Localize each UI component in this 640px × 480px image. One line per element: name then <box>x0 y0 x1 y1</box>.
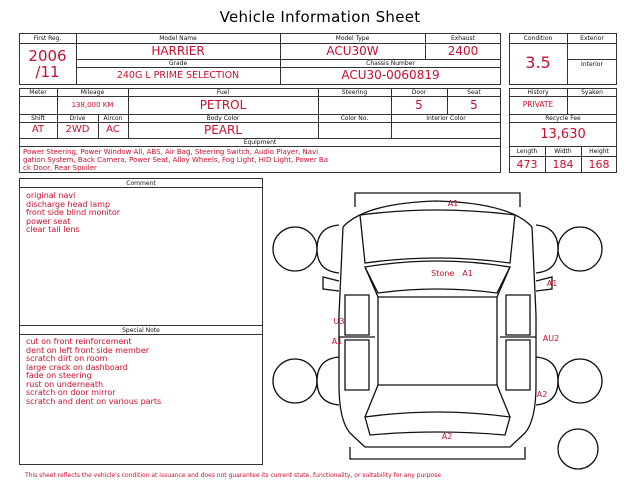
mileage-label: Mileage <box>80 89 105 96</box>
chassis-label: Chassis Number <box>366 60 415 67</box>
left-mirror <box>323 277 339 291</box>
wheel-right-front <box>558 227 602 271</box>
front-bumper <box>355 193 520 207</box>
grade-label: Grade <box>168 60 188 67</box>
shift-value: AT <box>31 124 45 135</box>
meter-label: Meter <box>29 89 47 96</box>
list-item: dent on left front side member <box>26 345 150 355</box>
mark-windshield: Stone A1 <box>431 269 473 278</box>
model-name-label: Model Name <box>159 35 197 42</box>
equipment-label: Equipment <box>243 139 277 146</box>
syaken-label: Syaken <box>581 89 603 96</box>
first-reg-year: 2006 <box>28 47 67 65</box>
history-label: History <box>527 89 549 96</box>
mark-right-front: A1 <box>546 279 558 288</box>
first-reg-month: /11 <box>35 63 60 81</box>
exhaust-label: Exhaust <box>450 35 476 42</box>
list-item: discharge head lamp <box>26 199 111 209</box>
color-no-label: Color No. <box>340 115 369 122</box>
hood-outline <box>360 210 515 263</box>
body-color-value: PEARL <box>203 123 243 137</box>
list-item: front side blind monitor <box>26 208 121 217</box>
rear-bumper <box>350 447 525 459</box>
condition-label: Condition <box>523 35 553 42</box>
footer-note: This sheet reflects the vehicle's condition at issuance and does not guarantee its current state, functionality, or suitability for any purpose <box>25 472 442 479</box>
seat-label: Seat <box>467 89 481 96</box>
page-title: Vehicle Information Sheet <box>219 8 421 26</box>
special-note-label: Special Note <box>122 327 160 334</box>
shift-label: Shift <box>31 115 45 122</box>
mark-front: A1 <box>447 199 459 208</box>
seat-value: 5 <box>470 98 478 112</box>
comment-label: Comment <box>126 180 156 187</box>
mark-right-rear: AU2 <box>542 334 560 343</box>
spare-wheel <box>558 429 598 469</box>
aircon-value: AC <box>106 124 120 135</box>
recycle-fee-label: Recycle Fee <box>545 115 581 122</box>
width-label: Width <box>554 148 572 155</box>
model-type: ACU30W <box>326 44 379 58</box>
equipment-line: Power Steering, Power Window All, ABS, Air Bag, Steering Switch, Audio Player, Navi <box>23 148 319 156</box>
list-item: power seat <box>26 216 71 226</box>
wheel-left-rear <box>273 359 317 403</box>
wheel-left-front <box>273 227 317 271</box>
exterior-label: Exterior <box>580 35 604 42</box>
aircon-label: Aircon <box>103 115 123 122</box>
model-name: HARRIER <box>151 44 205 58</box>
mark-left-front-top: U3 <box>333 317 345 326</box>
grade-value: 240G L PRIME SELECTION <box>116 70 240 81</box>
list-item: scratch and dent on various parts <box>26 396 162 406</box>
door-label: Door <box>411 89 427 96</box>
length-value: 473 <box>516 158 538 171</box>
fuel-label: Fuel <box>216 89 230 96</box>
mark-left-front: A1 <box>331 337 343 346</box>
list-item: rust on underneath <box>26 379 104 389</box>
body-color-label: Body Color <box>206 115 240 122</box>
list-item: cut on front reinforcement <box>26 337 132 346</box>
interior-label: Interior <box>581 61 603 68</box>
drive-value: 2WD <box>65 124 90 135</box>
list-item: scratch dirt on room <box>26 354 108 363</box>
equipment-line: gation System, Back Camera, Power Seat, Alloy Wheels, Fog Light, HID Light, Power Ba <box>23 156 329 164</box>
height-label: Height <box>589 148 609 155</box>
list-item: scratch on door mirror <box>26 388 116 397</box>
interior-color-label: Interior Color <box>426 115 466 122</box>
car-damage-diagram <box>265 185 610 475</box>
door-value: 5 <box>415 98 423 112</box>
steering-label: Steering <box>341 89 368 96</box>
rear-window-outline <box>365 412 510 435</box>
comment-list <box>26 192 120 235</box>
condition-score: 3.5 <box>525 53 551 72</box>
equipment-line: ck Door, Rear Spoiler <box>23 164 97 172</box>
exhaust-value: 2400 <box>447 44 479 58</box>
history-value: PRIVATE <box>522 100 554 109</box>
list-item: large crack on dashboard <box>26 362 128 372</box>
recycle-fee-value: 13,630 <box>540 127 586 142</box>
fuel-value: PETROL <box>199 98 247 112</box>
list-item: clear tail lens <box>26 225 80 234</box>
roof-outline <box>378 297 497 385</box>
mileage-value: 138,000 KM <box>71 101 114 109</box>
drive-label: Drive <box>69 115 86 122</box>
first-reg-label: First Reg. <box>33 35 62 42</box>
list-item: fade on steering <box>26 371 92 380</box>
chassis-value: ACU30-0060819 <box>341 68 440 82</box>
height-value: 168 <box>588 158 610 171</box>
width-value: 184 <box>552 158 574 171</box>
model-type-label: Model Type <box>335 35 370 42</box>
mark-rear-right: A2 <box>536 390 548 399</box>
special-note-list <box>26 338 161 406</box>
length-label: Length <box>516 148 538 155</box>
wheel-right-rear <box>558 359 602 403</box>
list-item: original navi <box>26 191 76 200</box>
mark-rear: A2 <box>441 432 453 441</box>
